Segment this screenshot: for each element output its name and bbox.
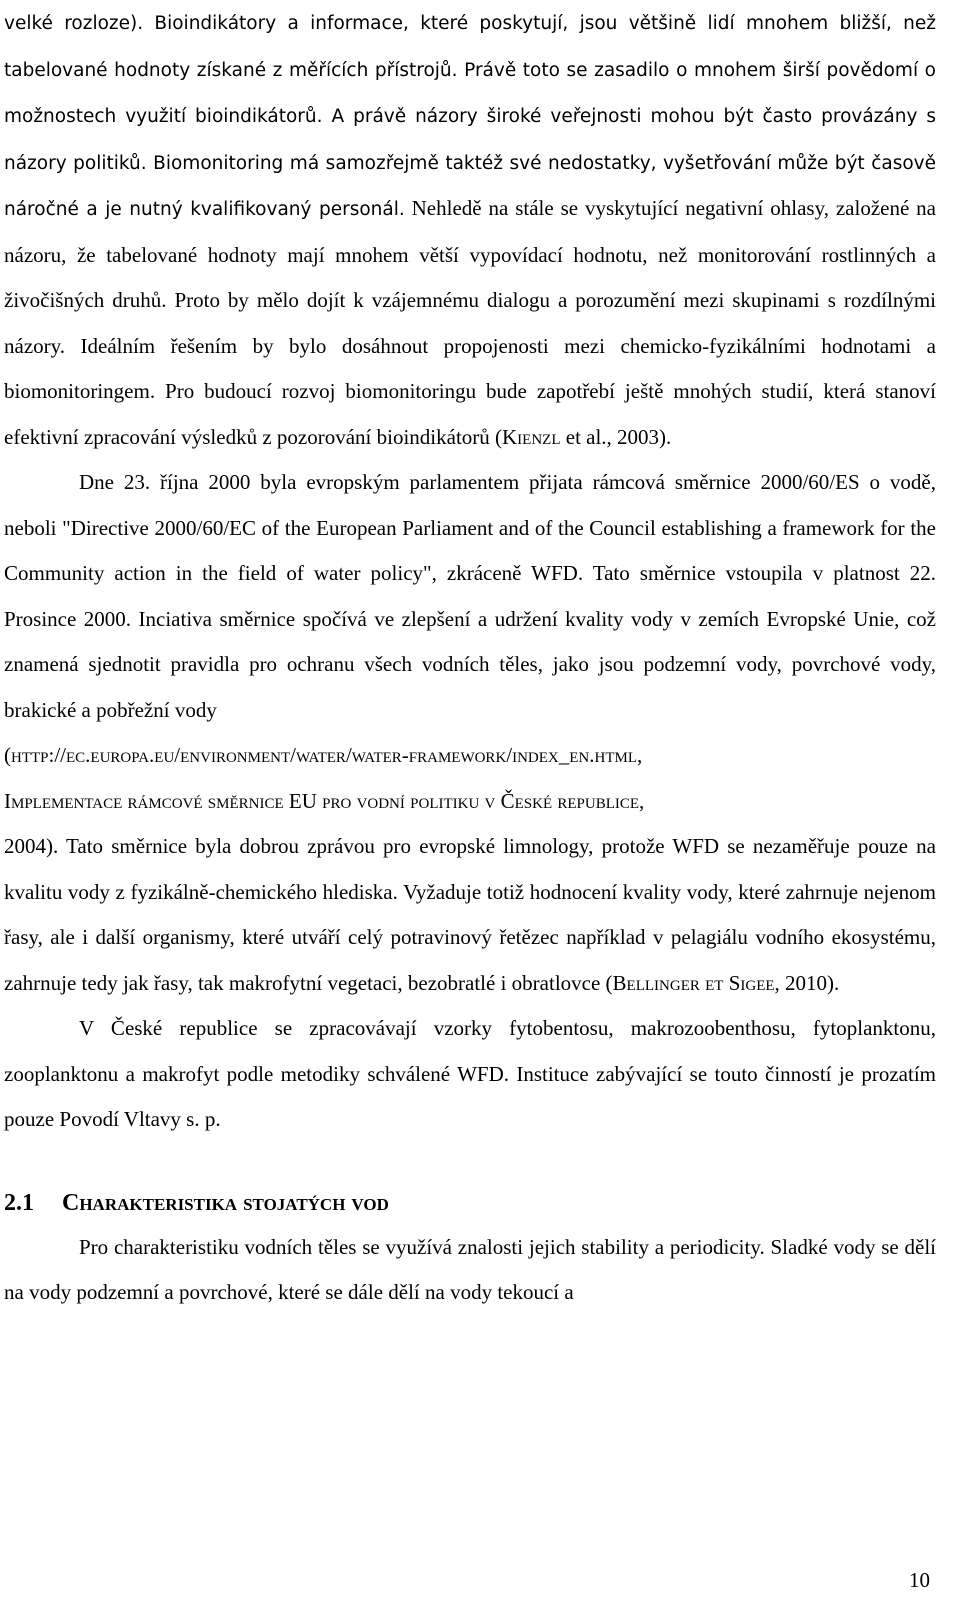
paragraph-biomonitoring-serif-run: Nehledě na stále se vyskytující negativní ohlasy, založené na názoru, že tabelované hodnoty mají mnohem větší vypovídací hodnotu, než monitorování rostlinných a živočišných druhů. Proto by mělo dojít k vzájemnému dialogu a porozumění mezi skupinami s rozdílnými názory. Ideálním řešením by bylo dosáhnout propojenosti mezi chemicko-fyzikálními hodnotami a biomonitoringem. Pro budoucí rozvoj biomonitoringu bude zapotřebí ještě mnohých studií, která stanoví efektivní zpracování výsledků z pozorování bioindikátorů ( <box>4 196 936 449</box>
reference-implementace: Implementace rámcové směrnice EU pro vodní politiku v České republice, <box>4 788 645 813</box>
page-number: 10 <box>909 1568 930 1592</box>
citation-kienzl: Kienzl <box>502 424 561 449</box>
paragraph-characteristics: Pro charakteristiku vodních těles se využívá znalosti jejich stability a periodicity. Sladké vody se dělí na vody podzemní a povrchové, které se dále dělí na vody tekoucí a <box>4 1234 936 1304</box>
paragraph-biomonitoring <box>4 0 936 460</box>
paragraph-wfd-rest: 2004). Tato směrnice byla dobrou zprávou pro evropské limnology, protože WFD se nezaměřuje pouze na kvalitu vody z fyzikálně-chemického hlediska. Vyžaduje totiž hodnocení kvality vody, které zahrnuje nejenom řasy, ale i další organismy, které utváří celý potravinový řetězec například v pelagiálu vodního ekosystému, zahrnuje tedy jak řasy, tak makrofytní vegetaci, bezobratlé i obratlovce ( <box>4 834 936 995</box>
citation-kienzl-end: et al., 2003). <box>560 424 672 449</box>
reference-url: (http://ec.europa.eu/environment/water/water-framework/index_en.html, <box>4 743 643 767</box>
paragraph-wfd-start: Dne 23. října 2000 byla evropským parlamentem přijata rámcová směrnice 2000/60/ES o vodě, neboli "Directive 2000/60/EC of the European Parliament and of the Council establishing a framework for the Community action in the field of water policy", zkráceně WFD. Tato směrnice vstoupila v platnost 22. Prosince 2000. Inciativa směrnice spočívá ve zlepšení a udržení kvality vody v zemích Evropské Unie, což znamená sjednotit pravidla pro ochranu všech vodních těles, jako jsou podzemní vody, povrchové vody, brakické a pobřežní vody <box>4 470 936 722</box>
paragraph-biomonitoring-sans-run: velké rozloze). Bioindikátory a informace, které poskytují, jsou většině lidí mnohem bližší, než tabelované hodnoty získané z měřících přístrojů. Právě toto se zasadilo o mnohem širší povědomí o možnostech využití bioindikátorů. A právě názory široké veřejnosti mohou být často provázány s názory politiků. Biomonitoring má samozřejmě taktéž své nedostatky, vyšetřování může být časově náročné a je nutný kvalifikovaný personál. <box>4 13 936 220</box>
citation-bellinger: Bellinger et Sigee <box>612 970 775 995</box>
citation-bellinger-end: , 2010). <box>774 970 840 995</box>
section-number: 2.1 <box>4 1189 34 1216</box>
section-title: Charakteristika stojatých vod <box>62 1189 389 1216</box>
document-page <box>4 0 936 1316</box>
paragraph-wfd <box>4 460 936 1006</box>
paragraph-czech-republic: V České republice se zpracovávají vzorky fytobentosu, makrozoobenthosu, fytoplanktonu, zooplanktonu a makrofyt podle metodiky schválené WFD. Instituce zabývající se touto činností je prozatím pouze Povodí Vltavy s. p. <box>4 1016 936 1131</box>
section-heading <box>4 1183 936 1223</box>
